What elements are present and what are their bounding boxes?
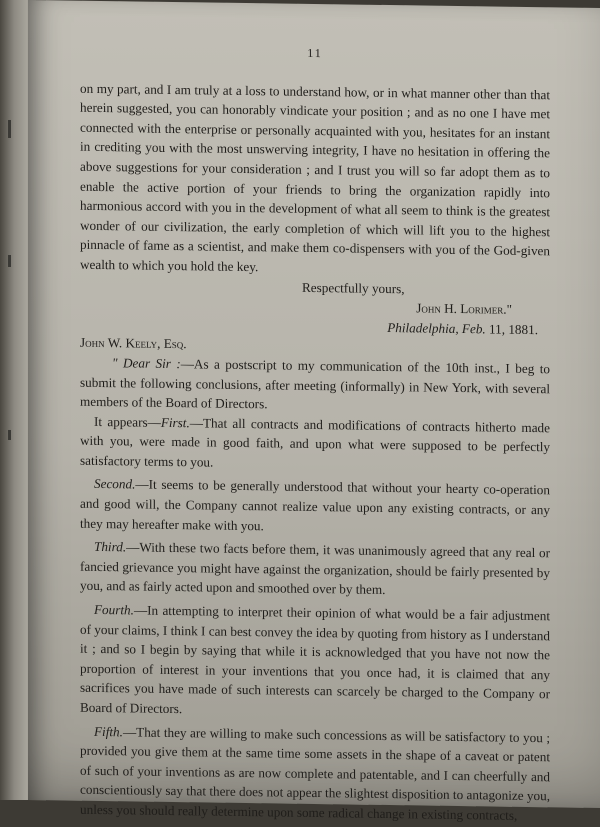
letter2-opening <box>80 353 550 418</box>
p5-label: Fifth. <box>94 723 123 739</box>
p1-label: First. <box>160 414 190 430</box>
paragraph-first <box>80 411 550 476</box>
p1-text: —That all contracts and modifications of contracts hitherto made with you, were made in good faith, and upon what were supposed to be perfectly satisfactory terms to you. <box>80 414 550 470</box>
spine-mark <box>8 430 11 440</box>
letter1-body: on my part, and I am truly at a loss to understand how, or in what manner other than that herein suggested, you can honorably vindicate your position ; and as no one I have met connected with the enterprise or personally acquainted with you, hesitates for an instant in crediting you with the most unswerving integrity, I have no hesitation in offering the above suggestions for your consideration ; and I trust you will so far adopt them as to enable the active portion of your friends to bring the organization rapidly into harmonious accord with you in the development of what all seem to think is the greatest wonder of our civilization, the early completion of which will lift you to the highest pinnacle of fame as a scientist, and make them co-dispensers with you of the God-given wealth to which you hold the key. <box>80 80 550 275</box>
paragraph-fourth <box>80 600 550 724</box>
letter1-closing: Respectfully yours, <box>302 279 405 296</box>
dateline-place: Philadelphia, Feb. <box>387 319 490 337</box>
p3-text: —With these two facts before them, it was unanimously agreed that any real or fancied grievance you might have against the organization, should be fairly presented by you, and as fairly acted upon and smoothed over by them. <box>80 539 550 598</box>
book-page <box>28 0 600 823</box>
dateline-date: 11, 1881. <box>489 321 538 337</box>
spine-mark <box>8 120 11 138</box>
p5-text: —That they are willing to make such concessions as will be satisfactory to you ; provided you give them at the same time some assets in the shape of a caveat or patent of such of your inventions as are now complete and patentable, and I can cheerfully and conscientiously say that there does not appear the slightest disposition to antagonize you, unless you should really determine upon some radical change in existing contracts, <box>80 723 550 823</box>
p2-label: Second. <box>94 476 136 492</box>
page-content <box>80 41 550 826</box>
letter1-signature: John H. Lorimer." <box>416 300 512 317</box>
spine-mark <box>8 255 11 267</box>
paragraph-third <box>80 537 550 602</box>
p2-text: —It seems to be generally understood that without your hearty co-operation and good will, the Company cannot realize value upon any existing contracts, or any they may hereafter make with you. <box>80 476 550 533</box>
greeting: " Dear Sir : <box>112 355 181 372</box>
p1-lead: It appears— <box>94 413 161 430</box>
p4-label: Fourth. <box>94 601 134 618</box>
paragraph-fifth <box>80 721 550 826</box>
letter2-addressee: John W. Keely, Esq. <box>80 335 187 352</box>
opening-text: —As a postscript to my communication of the 10th inst., I beg to submit the following conclusions, after meeting (informally) in New York, with several members of the Board of Directors. <box>80 356 550 412</box>
paragraph-second <box>80 474 550 539</box>
p4-text: —In attempting to interpret their opinion of what would be a fair adjustment of your claims, I think I can best convey the idea by quoting from history as I understand it ; and so I begin by saying that while it is acknowledged that you have not now the proportion of interest in your inventions that you once had, it is claimed that any sacrifices you have made of such interests can scarcely be charged to the Company or Board of Directors. <box>80 602 550 717</box>
page-number: 11 <box>307 45 323 61</box>
p3-label: Third. <box>94 539 127 555</box>
